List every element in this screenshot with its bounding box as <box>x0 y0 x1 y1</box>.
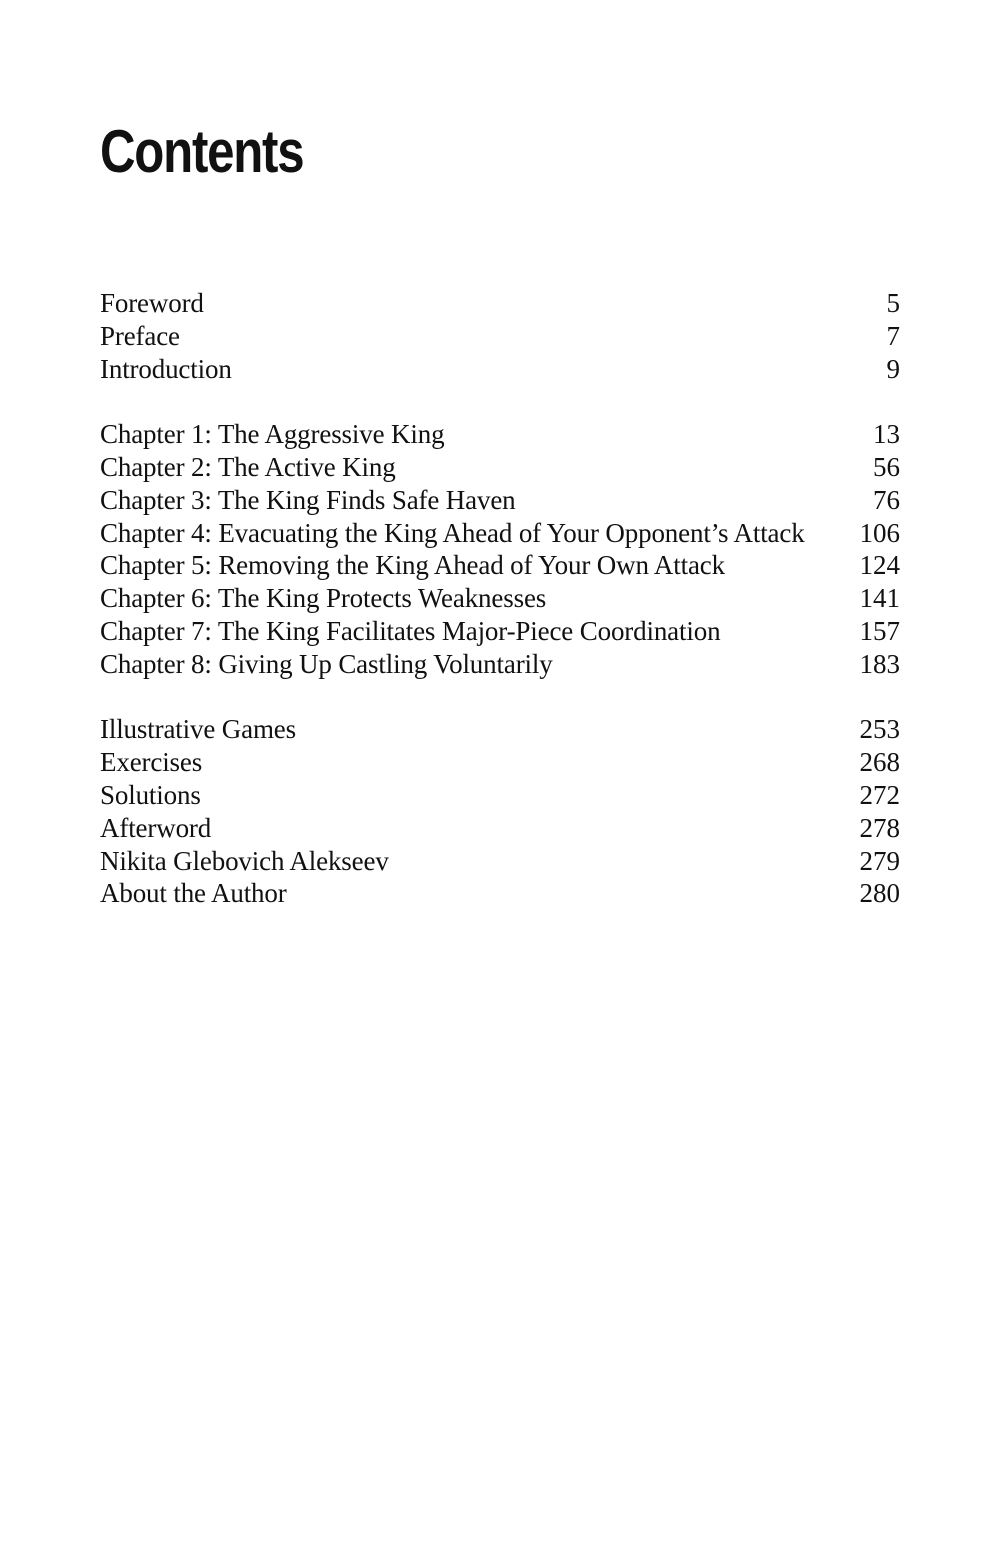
toc-entry-solutions[interactable] <box>100 779 900 812</box>
toc-entry-page: 56 <box>873 451 900 482</box>
toc-entry-page: 268 <box>859 747 900 778</box>
toc-back-matter <box>100 713 900 910</box>
toc-entry-label: Exercises <box>100 747 203 778</box>
table-of-contents <box>100 287 900 910</box>
toc-entry-page: 279 <box>859 845 900 876</box>
toc-entry-chapter-8[interactable] <box>100 648 900 681</box>
toc-entry-label: Illustrative Games <box>100 714 296 745</box>
toc-entry-chapter-6[interactable] <box>100 582 900 615</box>
toc-front-matter <box>100 287 900 385</box>
toc-entry-page: 157 <box>859 615 900 646</box>
toc-entry-label: About the Author <box>100 878 287 909</box>
toc-entry-introduction[interactable] <box>100 353 900 386</box>
toc-entry-chapter-1[interactable] <box>100 418 900 451</box>
toc-entry-page: 280 <box>859 878 900 909</box>
toc-entry-about-the-author[interactable] <box>100 877 900 910</box>
toc-entry-page: 7 <box>886 320 900 351</box>
toc-entry-label: Preface <box>100 320 180 351</box>
toc-entry-label: Chapter 4: Evacuating the King Ahead of Your Opponent’s Attack <box>100 517 805 548</box>
toc-entry-page: 9 <box>886 353 900 384</box>
toc-entry-label: Chapter 5: Removing the King Ahead of Your Own Attack <box>100 550 725 581</box>
toc-entry-chapter-2[interactable] <box>100 451 900 484</box>
toc-entry-label: Solutions <box>100 779 201 810</box>
toc-entry-illustrative-games[interactable] <box>100 713 900 746</box>
toc-entry-chapter-3[interactable] <box>100 484 900 517</box>
toc-entry-label: Afterword <box>100 812 212 843</box>
toc-entry-label: Chapter 6: The King Protects Weaknesses <box>100 583 547 614</box>
toc-entry-page: 278 <box>859 812 900 843</box>
toc-entry-label: Foreword <box>100 288 204 318</box>
page-title: Contents <box>100 118 304 185</box>
toc-entry-exercises[interactable] <box>100 746 900 779</box>
toc-entry-chapter-7[interactable] <box>100 615 900 648</box>
toc-entry-foreword[interactable] <box>100 287 900 320</box>
toc-entry-label: Chapter 8: Giving Up Castling Voluntarily <box>100 648 553 679</box>
toc-entry-page: 106 <box>859 517 900 548</box>
toc-entry-page: 141 <box>859 583 900 614</box>
toc-entry-chapter-4[interactable] <box>100 517 900 550</box>
toc-entry-label: Chapter 7: The King Facilitates Major-Piece Coordination <box>100 615 721 646</box>
toc-entry-page: 124 <box>859 550 900 581</box>
toc-entry-label: Chapter 2: The Active King <box>100 451 396 482</box>
toc-entry-page: 272 <box>859 779 900 810</box>
toc-entry-page: 76 <box>873 484 900 515</box>
toc-entry-page: 253 <box>859 714 900 745</box>
toc-entry-page: 5 <box>886 288 900 318</box>
toc-entry-page: 183 <box>859 648 900 679</box>
toc-entry-page: 13 <box>873 419 900 450</box>
toc-entry-label: Introduction <box>100 353 232 384</box>
toc-entry-label: Chapter 1: The Aggressive King <box>100 419 445 450</box>
toc-entry-preface[interactable] <box>100 320 900 353</box>
toc-entry-label: Chapter 3: The King Finds Safe Haven <box>100 484 516 515</box>
toc-entry-label: Nikita Glebovich Alekseev <box>100 845 389 876</box>
toc-entry-alekseev[interactable] <box>100 845 900 878</box>
toc-chapters <box>100 418 900 680</box>
toc-entry-afterword[interactable] <box>100 812 900 845</box>
toc-entry-chapter-5[interactable] <box>100 549 900 582</box>
